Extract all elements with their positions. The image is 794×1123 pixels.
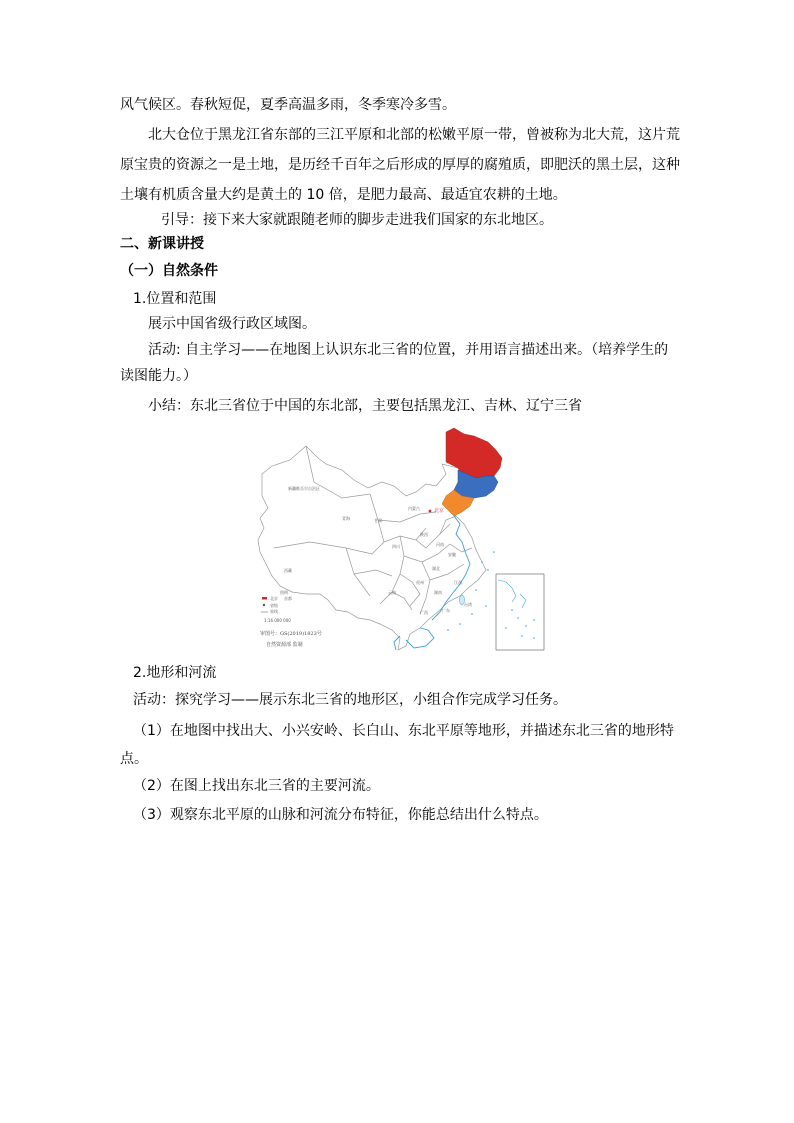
- paragraph-text: 活动：探究学习——展示东北三省的地形区，小组合作完成学习任务。: [133, 692, 567, 708]
- svg-text:广西: 广西: [420, 610, 428, 615]
- paragraph-text: 活动: 自主学习——在地图上认识东北三省的位置，并用语言描述出来。（培养学生的: [148, 342, 669, 358]
- svg-text:图例: 图例: [280, 590, 288, 595]
- paragraph-text: （1）在地图中找出大、小兴安岭、长白山、东北平原等地形，并描述东北三省的地形特: [133, 723, 674, 739]
- svg-text:湖北: 湖北: [432, 566, 440, 571]
- map-legend: [260, 589, 322, 648]
- capital-star-icon: [429, 510, 432, 513]
- paragraph-text: 小结：东北三省位于中国的东北部，主要包括黑龙江、吉林、辽宁三省: [148, 398, 582, 414]
- map-scale: 1:16 000 000: [264, 618, 291, 623]
- china-outline: [258, 446, 486, 650]
- svg-text:陕西: 陕西: [420, 532, 428, 537]
- china-province-map: [250, 424, 546, 654]
- paragraph-text: 点。: [120, 751, 148, 767]
- topic-heading: 1.位置和范围: [133, 291, 217, 307]
- paragraph-text: 土壤有机质含量大约是黄土的 10 倍，是肥力最高、最适宜农耕的土地。: [120, 187, 567, 203]
- paragraph-text: 展示中国省级行政区域图。: [148, 316, 316, 332]
- section-heading: 二、新课讲授: [120, 236, 204, 252]
- svg-text:广东: 广东: [442, 608, 450, 613]
- capital-label-beijing: 北京: [434, 508, 445, 514]
- svg-text:新疆维吾尔自治区: 新疆维吾尔自治区: [288, 486, 320, 491]
- svg-text:西藏: 西藏: [284, 568, 292, 573]
- south-china-sea-inset: [496, 574, 544, 650]
- svg-text:台湾: 台湾: [464, 602, 472, 607]
- subsection-heading: （一）自然条件: [120, 263, 218, 279]
- svg-text:贵州: 贵州: [416, 580, 424, 585]
- paragraph-text: （2）在图上找出东北三省的主要河流。: [133, 778, 380, 794]
- svg-text:云南: 云南: [388, 590, 396, 595]
- approval-number: 审图号：GS(2019)1823号: [260, 631, 322, 637]
- svg-text:内蒙古: 内蒙古: [408, 506, 420, 511]
- svg-text:四川: 四川: [392, 544, 400, 549]
- paragraph-text: （3）观察东北平原的山脉和河流分布特征，你能总结出什么特点。: [133, 807, 548, 823]
- topic-heading: 2.地形和河流: [133, 665, 217, 681]
- paragraph-text: 原宝贵的资源之一是土地，是历经千百年之后形成的厚厚的腐殖质，即肥沃的黑土层，这种: [120, 157, 680, 173]
- svg-text:河南: 河南: [436, 542, 444, 547]
- paragraph-text: 读图能力。）: [120, 368, 197, 384]
- heilongjiang-region: [446, 428, 502, 478]
- svg-text:甘肃: 甘肃: [374, 518, 382, 523]
- map-publisher: 自然资源部 监制: [266, 642, 303, 648]
- svg-text:江西: 江西: [454, 580, 462, 585]
- svg-text:北京: 北京: [270, 596, 278, 601]
- paragraph-text: 风气候区。春秋短促，夏季高温多雨，冬季寒冷多雪。: [120, 97, 456, 113]
- svg-text:首都: 首都: [284, 596, 292, 601]
- svg-text:界线: 界线: [270, 609, 278, 614]
- paragraph-text: 北大仓位于黑龙江省东部的三江平原和北部的松嫩平原一带，曾被称为北大荒，这片荒: [148, 127, 680, 143]
- paragraph-text: 引导：接下来大家就跟随老师的脚步走进我们国家的东北地区。: [161, 212, 553, 228]
- svg-text:湖南: 湖南: [434, 590, 442, 595]
- svg-text:青海: 青海: [342, 516, 350, 521]
- svg-text:省级: 省级: [270, 603, 278, 608]
- svg-text:安徽: 安徽: [448, 552, 456, 557]
